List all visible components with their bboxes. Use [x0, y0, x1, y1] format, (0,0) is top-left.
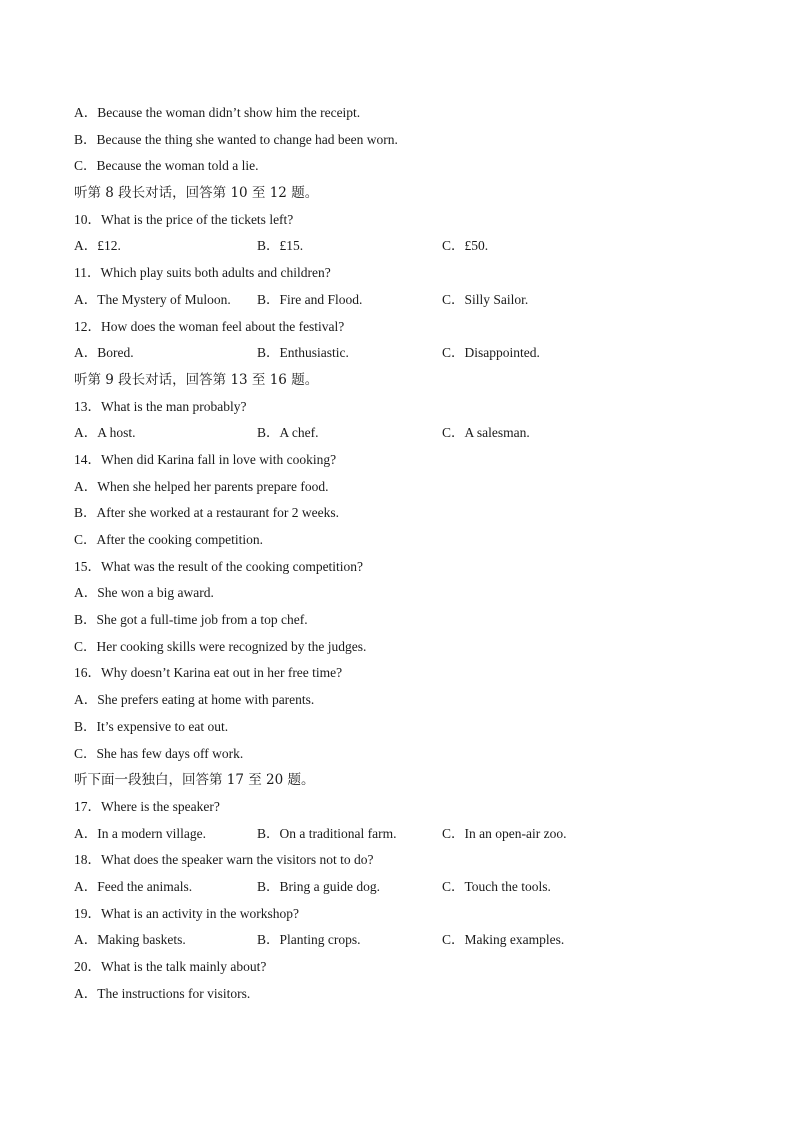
text-line: 20．What is the talk mainly about? [74, 959, 267, 974]
option-c: C．Silly Sailor. [442, 291, 529, 307]
option-c: C．Disappointed. [442, 345, 540, 361]
text-line: B．After she worked at a restaurant for 2 weeks. [74, 505, 340, 521]
text-line: C．After the cooking competition. [74, 532, 263, 547]
options-row [74, 420, 714, 447]
option-a: A．Making baskets. [74, 932, 186, 948]
option-c: C．£50. [442, 238, 489, 254]
option-a: A．£12. [74, 238, 121, 254]
question-list [74, 100, 714, 1007]
text-line: B．It’s expensive to eat out. [74, 718, 229, 734]
option-b: B．Bring a guide dog. [257, 878, 380, 894]
text-line: 11．Which play suits both adults and children? [74, 265, 331, 281]
section-instruction: 听下面一段独白，回答第 17 至 20 题。 [74, 772, 315, 789]
text-line: 12．How does the woman feel about the festival? [74, 318, 345, 334]
text-line: B．Because the thing she wanted to change had been worn. [74, 131, 398, 147]
text-line: 16．Why doesn’t Karina eat out in her free time? [74, 665, 343, 681]
text-line: C．She has few days off work. [74, 745, 244, 761]
text-line: 14．When did Karina fall in love with cooking? [74, 451, 337, 467]
option-a: A．The Mystery of Muloon. [74, 291, 231, 307]
options-row [74, 874, 714, 901]
option-c: C．In an open-air zoo. [442, 825, 567, 841]
text-line: 10．What is the price of the tickets left? [74, 211, 294, 227]
option-b: B．A chef. [257, 425, 319, 441]
section-instruction: 听第 9 段长对话，回答第 13 至 16 题。 [74, 371, 319, 388]
options-row [74, 233, 714, 260]
text-line: 13．What is the man probably? [74, 398, 247, 414]
option-c: C．Making examples. [442, 932, 565, 948]
text-line: A．Because the woman didn’t show him the receipt. [74, 105, 361, 120]
option-c: C．Touch the tools. [442, 878, 551, 894]
option-a: A．Feed the animals. [74, 878, 193, 894]
options-row [74, 287, 714, 314]
option-b: B．Planting crops. [257, 932, 361, 948]
text-line: A．She prefers eating at home with parents. [74, 692, 315, 708]
text-line: A．The instructions for visitors. [74, 985, 251, 1001]
section-instruction: 听第 8 段长对话，回答第 10 至 12 题。 [74, 185, 319, 202]
option-b: B．Enthusiastic. [257, 345, 349, 361]
text-line: C．Her cooking skills were recognized by the judges. [74, 638, 367, 654]
text-line: C．Because the woman told a lie. [74, 158, 259, 174]
text-line: A．She won a big award. [74, 585, 214, 601]
option-c: C．A salesman. [442, 425, 530, 441]
text-line: 19．What is an activity in the workshop? [74, 905, 299, 921]
option-b: B．£15. [257, 238, 304, 254]
text-line: 18．What does the speaker warn the visitors not to do? [74, 852, 374, 868]
option-a: A．A host. [74, 425, 136, 441]
options-row [74, 340, 714, 367]
text-line: 15．What was the result of the cooking competition? [74, 558, 364, 574]
options-row [74, 927, 714, 954]
text-line: A．When she helped her parents prepare food. [74, 478, 329, 494]
text-line: 17．Where is the speaker? [74, 798, 220, 814]
text-line: B．She got a full-time job from a top chef. [74, 612, 308, 628]
option-a: A．Bored. [74, 345, 134, 361]
options-row [74, 821, 714, 848]
option-b: B．Fire and Flood. [257, 291, 363, 307]
option-a: A．In a modern village. [74, 825, 206, 841]
option-b: B．On a traditional farm. [257, 825, 397, 841]
